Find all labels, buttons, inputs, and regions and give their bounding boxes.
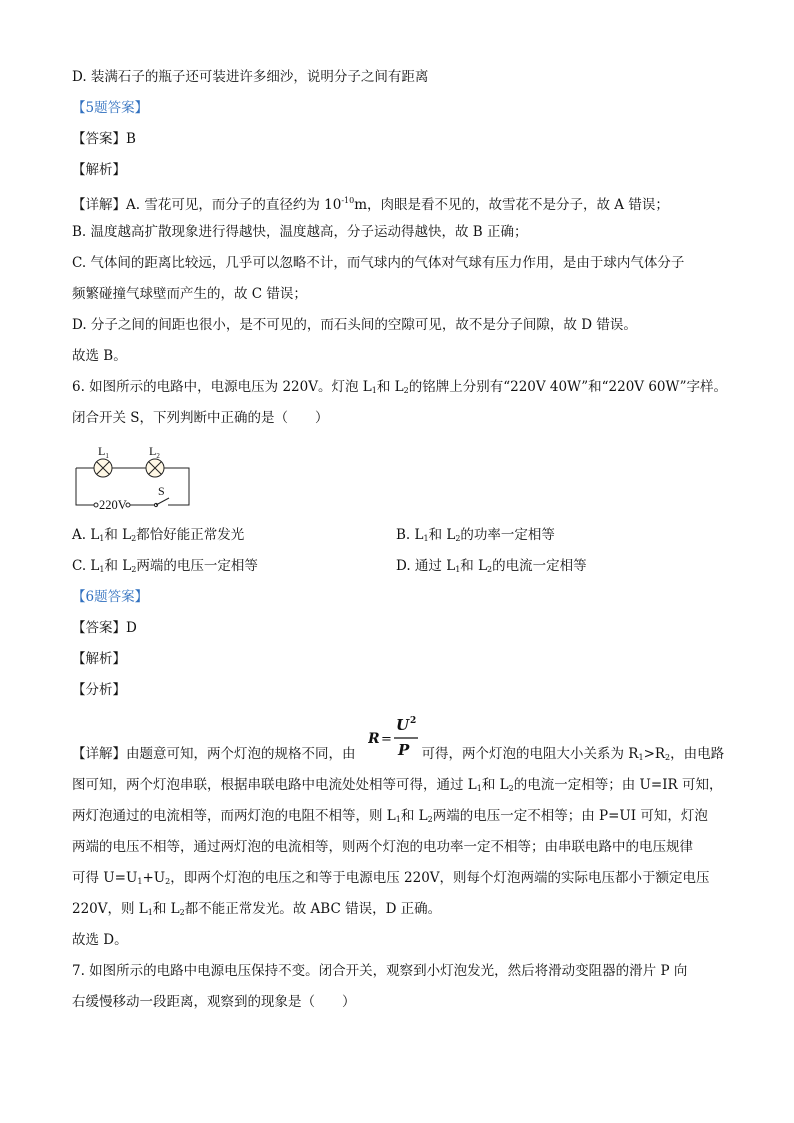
q5-detail-c2: 频繁碰撞气球壁而产生的，故 C 错误；	[72, 286, 307, 302]
detail-text: 和 L	[400, 808, 428, 824]
q6-detail-line2	[72, 775, 723, 799]
detail-text: ，即两个灯泡的电压之和等于电源电压 220V，则每个灯泡两端的实际电压都小于额定电压	[170, 870, 710, 886]
q6-conclusion: 故选 D。	[72, 932, 128, 948]
subscript: 2	[665, 753, 671, 762]
subscript: 2	[179, 908, 185, 917]
subscript: 1	[638, 753, 644, 762]
option-text: B. L	[396, 527, 424, 543]
q5-detail-prefix: 【详解】A. 雪花可见，而分子的直径约为 10	[72, 197, 342, 213]
option-text: D. 通过 L	[396, 558, 456, 574]
q5-analysis-label: 【解析】	[72, 162, 126, 178]
option-text: 和 L	[460, 558, 488, 574]
detail-text: ，由电路	[670, 746, 725, 762]
q6-option-c	[72, 556, 258, 580]
q6-option-b	[396, 525, 555, 549]
detail-text: 图可知，两个灯泡串联，根据串联电路中电流处处相等可得，通过 L	[72, 777, 477, 793]
lamp-l1-label: $L_1$	[98, 446, 109, 460]
detail-text: 的电流一定相等；由 U=IR 可知，	[513, 777, 723, 793]
q7-stem-line1: 7. 如图所示的电路中电源电压保持不变。闭合开关，观察到小灯泡发光，然后将滑动变阻器的滑片 P 向	[72, 963, 688, 979]
source-voltage-label: 220V	[99, 498, 127, 512]
formula-denominator: P	[398, 741, 410, 759]
option-text: 的电流一定相等	[492, 558, 587, 574]
option-text: A. L	[72, 527, 100, 543]
subscript: 2	[131, 534, 137, 543]
detail-text: 两端的电压一定不相等；由 P=UI 可知，灯泡	[432, 808, 708, 824]
formula-numerator: U	[396, 716, 410, 734]
q6-detail-line5	[72, 868, 710, 892]
subscript: 1	[147, 908, 153, 917]
q5-detail-d: D. 分子之间的间距也很小，是不可见的，而石头间的空隙可见，故不是分子间隙，故 D 错误。	[72, 317, 637, 333]
q6-stem-line1	[72, 377, 727, 401]
option-text: 的功率一定相等	[460, 527, 555, 543]
lamp-l2-label: $L_2$	[149, 446, 160, 460]
q5-answer-header: 【5题答案】	[72, 100, 149, 116]
detail-text: 可得 U=U	[72, 870, 138, 886]
detail-text: 和 L	[152, 901, 180, 917]
q5-detail-suffix: m，肉眼是看不见的，故雪花不是分子，故 A 错误；	[354, 197, 669, 213]
formula-equals: =	[381, 732, 392, 747]
q6-detail-line6	[72, 899, 441, 923]
subscript: 2	[131, 565, 137, 574]
option-text: 两端的电压一定相等	[136, 558, 258, 574]
circuit-wire	[76, 468, 94, 505]
subscript: 1	[99, 565, 105, 574]
option-text: 都恰好能正常发光	[136, 527, 245, 543]
q6-circuit-diagram	[72, 446, 196, 518]
lamp-l1-icon	[94, 459, 112, 477]
detail-text: 和 L	[481, 777, 509, 793]
subscript: 1	[476, 784, 482, 793]
circuit-wire	[164, 468, 189, 505]
detail-text: +U	[142, 870, 166, 886]
lamp-l2-icon	[146, 459, 164, 477]
q6-option-a	[72, 525, 244, 549]
detail-text: >R	[643, 746, 666, 762]
q6-stem-text: 的铭牌上分别有“220V 40W”和“220V 60W”字样。	[408, 379, 728, 395]
q6-option-d	[396, 556, 587, 580]
q5-conclusion: 故选 B。	[72, 348, 127, 364]
detail-text: 220V，则 L	[72, 901, 148, 917]
detail-text: 两灯泡通过的电流相等，而两灯泡的电阻不相等，则 L	[72, 808, 396, 824]
subscript: 2	[165, 877, 171, 886]
formula-r: R	[368, 731, 380, 747]
q6-answer-header: 【6题答案】	[72, 589, 149, 605]
q6-detail-line4: 两端的电压不相等，通过两灯泡的电流相等，则两个灯泡的电功率一定不相等；由串联电路中的电压规律	[72, 839, 693, 855]
subscript: 1	[99, 534, 105, 543]
subscript: 2	[455, 534, 461, 543]
option-text: C. L	[72, 558, 100, 574]
subscript: 2	[508, 784, 514, 793]
q6-answer: 【答案】D	[72, 620, 137, 636]
option-text: 和 L	[104, 527, 132, 543]
subscript: 1	[423, 534, 429, 543]
q6-analysis-label: 【解析】	[72, 651, 126, 667]
subscript: 2	[487, 565, 493, 574]
subscript: 1	[371, 386, 377, 395]
q6-stem-line2: 闭合开关 S，下列判断中正确的是（ ）	[72, 410, 329, 426]
q5-detail-exponent: -10	[341, 196, 355, 205]
q6-fenxi-label: 【分析】	[72, 682, 126, 698]
switch-label: S	[158, 484, 165, 498]
subscript: 1	[455, 565, 461, 574]
q6-detail-line1	[72, 744, 724, 768]
subscript: 2	[427, 815, 433, 824]
q6-detail-line3	[72, 806, 708, 830]
detail-text: 可得，两个灯泡的电阻大小关系为 R	[421, 746, 639, 762]
option-text: 和 L	[428, 527, 456, 543]
detail-text: 【详解】由题意可知，两个灯泡的规格不同，由	[72, 746, 356, 762]
subscript: 1	[395, 815, 401, 824]
q7-stem-line2: 右缓慢移动一段距离，观察到的现象是（ ）	[72, 994, 356, 1010]
q5-answer: 【答案】B	[72, 131, 136, 147]
option-text: 和 L	[104, 558, 132, 574]
subscript: 2	[403, 386, 409, 395]
formula-exponent: 2	[410, 716, 417, 726]
detail-text: 都不能正常发光。故 ABC 错误，D 正确。	[184, 901, 442, 917]
q6-stem-text: 6. 如图所示的电路中，电源电压为 220V。灯泡 L	[72, 379, 372, 395]
switch-blade-icon	[156, 498, 169, 505]
q4-option-d: D. 装满石子的瓶子还可装进许多细沙，说明分子之间有距离	[72, 69, 429, 85]
terminal-left-icon	[94, 503, 98, 507]
subscript: 1	[137, 877, 143, 886]
q5-detail-c1: C. 气体间的距离比较远，几乎可以忽略不计，而气球内的气体对气球有压力作用，是由于球内气体分子	[72, 255, 685, 271]
q5-detail-a	[72, 191, 669, 215]
q5-detail-b: B. 温度越高扩散现象进行得越快，温度越高，分子运动得越快，故 B 正确；	[72, 224, 528, 240]
q6-stem-text: 和 L	[376, 379, 404, 395]
